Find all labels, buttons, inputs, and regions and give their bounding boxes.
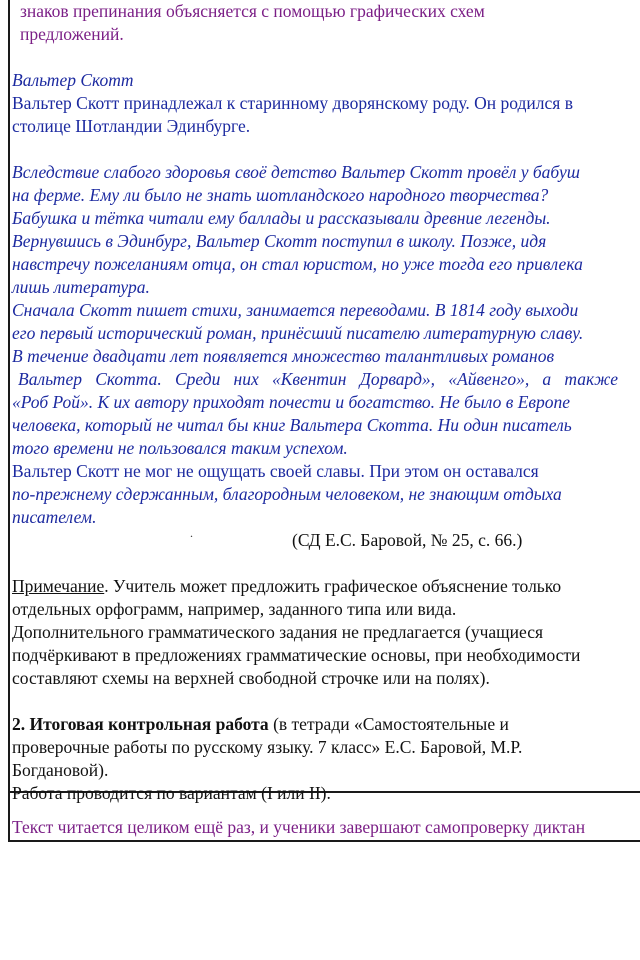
note-text: . Учитель может предложить графическое объяснение только <box>104 576 562 596</box>
story-line: Вальтер Скотт не мог не ощущать своей славы. При этом он оставался <box>12 461 539 481</box>
story-line: того времени не пользовался таким успехом. <box>12 438 348 458</box>
word: них <box>233 369 259 389</box>
note-label: Примечание <box>12 576 105 596</box>
note-line: подчёркивают в предложениях грамматические основы, при необходимости <box>12 645 581 665</box>
story-line: на ферме. Ему ли было не знать шотландского народного творчества? <box>12 185 549 205</box>
word: Среди <box>174 369 221 389</box>
note-block <box>12 575 640 690</box>
dictation-text <box>12 69 640 552</box>
note-line: составляют схемы на верхней свободной строчке или на полях). <box>12 668 490 688</box>
task2-line: Работа проводится по вариантам (I или II). <box>12 783 331 803</box>
task2-text: (в тетради «Самостоятельные и <box>268 714 509 734</box>
story-line: по-прежнему сдержанным, благородным человеком, не знающим отдыха <box>12 484 562 504</box>
bottom-row-text: Текст читается целиком ещё раз, и ученики завершают самопроверку диктан <box>12 817 586 837</box>
task2-line: Богдановой). <box>12 760 109 780</box>
story-line: навстречу пожеланиям отца, он стал юристом, но уже тогда его привлека <box>12 254 583 274</box>
story-line: Вследствие слабого здоровья своё детство Вальтер Скотт провёл у бабуш <box>12 162 580 182</box>
word: Скотта. <box>95 369 162 389</box>
story-line: «Роб Рой». К их автору приходят почести и богатство. Не было в Европе <box>12 392 571 412</box>
table-bottom-border <box>8 840 640 842</box>
document-cell <box>12 0 640 839</box>
story-line: лишь литература. <box>12 277 150 297</box>
top-fragment <box>12 0 640 46</box>
story-heading: Вальтер Скотт <box>12 70 134 90</box>
word: а <box>542 369 552 389</box>
story-intro-line: Вальтер Скотт принадлежал к старинному дворянскому роду. Он родился в <box>12 93 573 113</box>
stray-dot: . <box>190 526 193 540</box>
story-line: Сначала Скотт пишет стихи, занимается переводами. В 1814 году выходи <box>12 300 579 320</box>
word: «Квентин <box>271 369 347 389</box>
task2-block <box>12 713 640 805</box>
story-line: Бабушка и тётка читали ему баллады и рассказывали древние легенды. <box>12 208 551 228</box>
task2-line: проверочные работы по русскому языку. 7 класс» Е.С. Баровой, М.Р. <box>12 737 523 757</box>
story-justified-line <box>12 368 618 391</box>
story-line: писателем. <box>12 507 97 527</box>
story-intro-line: столице Шотландии Эдинбурге. <box>12 116 251 136</box>
table-left-border <box>8 0 10 842</box>
story-line: В течение двадцати лет появляется множество талантливых романов <box>12 346 555 366</box>
top-fragment-line: знаков препинания объясняется с помощью графических схем <box>20 1 485 21</box>
citation: (СД Е.С. Баровой, № 25, с. 66.) <box>292 530 523 550</box>
word: Вальтер <box>18 369 82 389</box>
word: «Айвенго», <box>448 369 530 389</box>
story-line: его первый исторический роман, принёсший писателю литературную славу. <box>12 323 584 343</box>
note-line: отдельных орфограмм, например, заданного типа или вида. <box>12 599 457 619</box>
word: Дорвард», <box>359 369 436 389</box>
top-fragment-line: предложений. <box>20 24 124 44</box>
story-line: Вернувшись в Эдинбург, Вальтер Скотт поступил в школу. Позже, идя <box>12 231 547 251</box>
note-line: Дополнительного грамматического задания не предлагается (учащиеся <box>12 622 544 642</box>
task2-title: 2. Итоговая контрольная работа <box>12 714 269 734</box>
story-line: человека, который не читал бы книг Вальтера Скотта. Ни один писатель <box>12 415 572 435</box>
word: также <box>564 369 618 389</box>
